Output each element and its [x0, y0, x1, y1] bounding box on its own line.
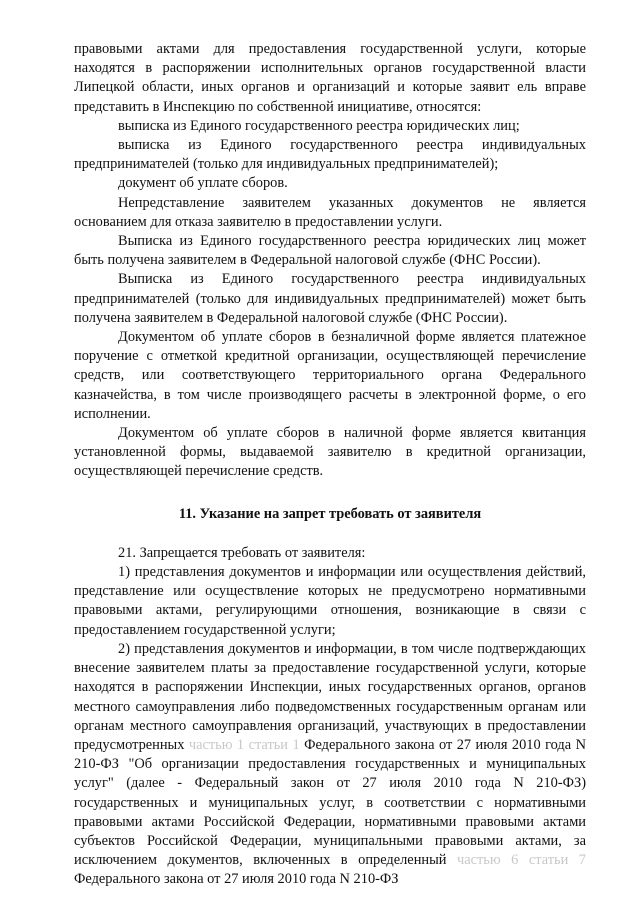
paragraph-fee-document: документ об уплате сборов.	[118, 175, 288, 192]
list-item-2-text-end: Федерального закона от 27 июля 2010 года N 210-ФЗ	[74, 871, 399, 888]
paragraph-egrip-extract: выписка из Единого государственного реестра индивидуальных предпринимателей (только для индивидуальных предпринимателей);	[74, 137, 586, 173]
paragraph-documents-list-intro: правовыми актами для предоставления государственной услуги, которые находятся в распоряжении исполнительных органов государственной власти Липецкой области, иных органов и организаций и которые заявит ель вправе представить в Инспекцию по собственной инициативе, относятся:	[74, 41, 586, 115]
list-item-1: 1) представления документов и информации или осуществления действий, представление или осуществление которых не предусмотрено нормативными правовыми актами, регулирующими отношения, возникающие в связи с предоставлением государственной услуги;	[74, 564, 586, 638]
paragraph-egrul-obtain: Выписка из Единого государственного реестра юридических лиц может быть получена заявителем в Федеральной налоговой службе (ФНС России).	[74, 233, 586, 269]
paragraph-egrip-obtain: Выписка из Единого государственного реестра индивидуальных предпринимателей (только для индивидуальных предпринимателей) может быть получена заявителем в Федеральной налоговой службе (ФНС России).	[74, 271, 586, 326]
section-heading: 11. Указание на запрет требовать от заявителя	[178, 505, 482, 522]
paragraph-prohibition-intro: 21. Запрещается требовать от заявителя:	[118, 544, 366, 561]
paragraph-cashless-payment: Документом об уплате сборов в безналичной форме является платежное поручение с отметкой кредитной организации, осуществляющей перечисление средств, или соответствующего территориального органа Федерального казначейства, в том числе производящего расчеты в электронной форме, о его исполнении.	[74, 329, 586, 422]
paragraph-egrul-extract: выписка из Единого государственного реестра юридических лиц;	[118, 117, 520, 134]
list-item-2-text-start: 2) представления документов и информации, в том числе подтверждающих внесение заявителем платы за предоставление государственной услуги, которые находятся в распоряжении Инспекции, иных государственных органов, органов местного самоуправления либо подведомственных государственным органам или органам местного самоуправления организаций, участвующих в предоставлении предусмотренных	[74, 640, 586, 753]
law-reference-link-2[interactable]: частью 6 статьи 7	[457, 852, 586, 869]
paragraph-non-submission: Непредставление заявителем указанных документов не является основанием для отказа заявителю в предоставлении услуги.	[74, 194, 586, 230]
list-item-2-text-middle: Федерального закона от 27 июля 2010 года N 210-ФЗ "Об организации предоставления государственных и муниципальных услуг" (далее - Федеральный закон от 27 июля 2010 года N 210-ФЗ) государственных и муниципальных услуг, в соответствии с нормативными правовыми актами Российской Федерации, нормативными правовыми актами субъектов Российской Федерации, муниципальными правовыми актами, за исключением документов, включенных в определенный	[74, 736, 586, 869]
document-page	[74, 40, 586, 890]
paragraph-cash-payment: Документом об уплате сборов в наличной форме является квитанция установленной формы, выдаваемой заявителю в кредитной организации, осуществляющей перечисление средств.	[74, 425, 586, 480]
list-item-2	[74, 640, 586, 890]
law-reference-link-1[interactable]: частью 1 статьи 1	[188, 736, 300, 753]
